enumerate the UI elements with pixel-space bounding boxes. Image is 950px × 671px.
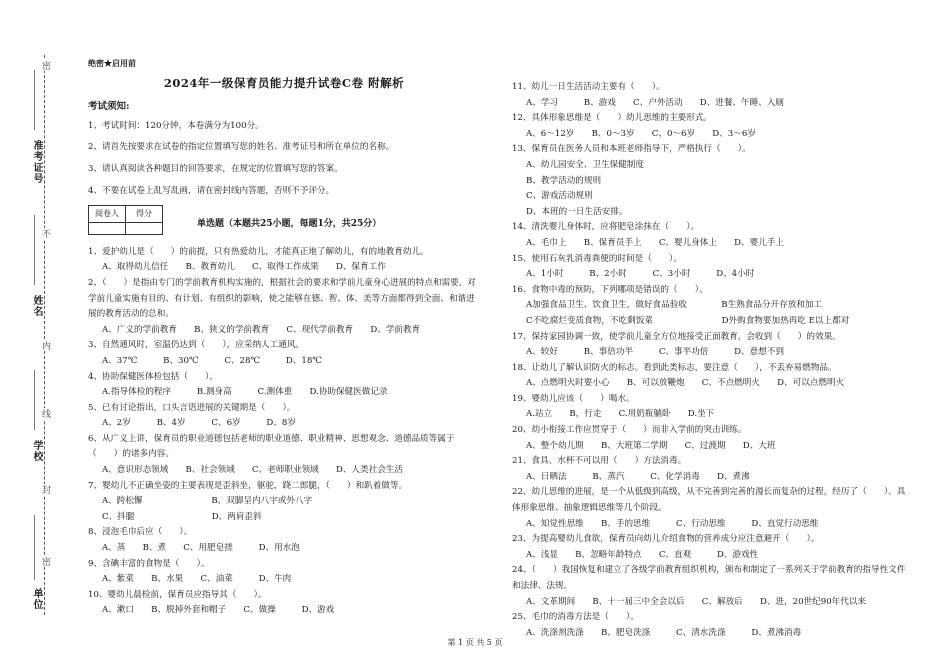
question-stem: 8、浸泡毛巾后应（ ）。 (88, 527, 193, 538)
answer-options: A、意识形态领域 B、社会领域 C、老师职业领域 D、人类社会生活 (102, 465, 403, 476)
answer-options: A、6～12岁 B、0～3岁 C、0～6岁 D、3～6岁 (526, 128, 756, 139)
answer-options: A、文革期间 B、十一届三中全会以后 C、解放后 D、进，20世纪90年代以来 (526, 596, 867, 607)
answer-option: C、游戏活动规则 (526, 191, 593, 202)
seal-dashed-line (44, 55, 45, 615)
cut-mark: 不 (40, 229, 50, 238)
question-item (512, 330, 912, 361)
question-stem: 24、（ ）我国恢复和建立了各级学前教育组织机构，颁布和制定了一系列关于学前教育的指导性文件和法律、法规。 (512, 565, 906, 591)
question-item (512, 485, 912, 532)
question-item (88, 432, 480, 479)
question-item (88, 401, 480, 432)
cut-mark: 内 (40, 341, 50, 350)
question-item (512, 80, 912, 111)
answer-options: A、浅显 B、忽略年龄特点 C、直观 D、游戏性 (526, 549, 759, 560)
name-line (34, 215, 35, 285)
notice-title: 考试须知: (88, 101, 130, 113)
question-item (512, 454, 912, 485)
question-stem: 5、已有讨论指出，口头言语进展的关键期是（ ）。 (88, 402, 296, 413)
section-title: 单选题（本题共25小题，每题1分，共25分） (197, 219, 382, 230)
reviewer-cell[interactable] (89, 222, 126, 234)
question-item (88, 525, 480, 556)
score-cell[interactable] (126, 222, 163, 234)
answer-options: A、漱口 B、脱掉外套和帽子 C、做操 D、游戏 (102, 605, 335, 616)
answer-option: A、幼儿园安全、卫生保健制度 (526, 159, 644, 170)
answer-options: A加强食品卫生、饮食卫生，做好食品验收 B生熟食品分开存放和加工 (526, 300, 823, 311)
question-stem: 16、食物中毒的预防，下列哪项是错误的（ ）。 (512, 284, 708, 295)
answer-options: A、1小时 B、2小时 C、3小时 D、4小时 (526, 269, 755, 280)
question-stem: 14、清洗婴儿身体时，应将肥皂涂抹在（ ）。 (512, 222, 700, 233)
page-footer: 第 1 页 共 5 页 (447, 638, 503, 647)
right-column (512, 80, 912, 641)
answer-options: A、较好 B、事倍功半 C、事半功倍 D、意想不到 (526, 347, 785, 358)
question-stem: 11、幼儿一日生活活动主要有（ ）。 (512, 82, 665, 92)
question-stem: 4、协助保健医体检包括（ ）。 (88, 371, 219, 382)
cut-mark: 密 (40, 557, 50, 566)
answer-options: A、知觉性思维 B、手的思维 C、行动思维 D、直觉行动思维 (526, 518, 819, 529)
unit-line (34, 515, 35, 580)
page-title: 2024年一级保育员能力提升试卷C卷 附解析 (163, 75, 405, 90)
question-item (512, 252, 912, 283)
question-stem: 21、食具、水杯不可以用（ ）方法消毒。 (512, 456, 687, 467)
question-item (88, 370, 480, 401)
question-stem: 22、幼儿思维的进展，是一个从低级到高级，从不完善到完善的漫长而复杂的过程，经历了（ ）、具体形象思维、抽象逻辑思维等几个阶段。 (512, 487, 906, 514)
notice-item: 2、请首先按要求在试卷的指定位置填写您的姓名、准考证号和所在单位的名称。 (88, 142, 395, 153)
question-item (88, 276, 480, 338)
answer-options: A、点燃明火时要小心 B、可以放鞭炮 C、不点燃明火 D、可以点燃明火 (526, 378, 845, 389)
answer-options: A、紫菜 B、水果 C、油菜 D、牛肉 (102, 574, 292, 585)
question-stem: 19、婴幼儿应该（ ）喝水。 (512, 393, 635, 404)
question-stem: 10、婴幼儿晨检前，保育员应指导其（ ）。 (88, 589, 267, 600)
answer-options: A、跨松懈 B、双脚呈内八字或外八字 (102, 496, 313, 507)
answer-options: A、2岁 B、4岁 C、6岁 D、8岁 (102, 418, 296, 429)
school-line (34, 370, 35, 430)
answer-options: A、学习 B、游戏 C、户外活动 D、进餐、午睡、入厕 (526, 97, 785, 108)
answer-options: A、洗涤剂洗涤 B、肥皂洗涤 C、清水洗涤 D、煮沸消毒 (526, 627, 802, 638)
question-stem: 6、从广义上讲，保育员的职业道德包括老师的职业道德、职业精神、思想观念、道德品质等属于（ ）的诸多内容。 (88, 433, 455, 460)
grade-table (88, 205, 163, 235)
answer-options: A、蒸 B、煮 C、用肥皂搓 D、用水泡 (102, 543, 300, 554)
answer-option: B、教学活动的规则 (526, 175, 602, 186)
question-item (512, 563, 912, 610)
notice-list (88, 119, 480, 199)
question-item (512, 532, 912, 563)
question-item (512, 361, 912, 392)
name-label: 姓名 (31, 295, 42, 317)
answer-options: A、毛巾上 B、保育员手上 C、婴儿身体上 D、婴儿手上 (526, 237, 785, 248)
question-item (512, 142, 912, 220)
question-stem: 13、保育员在医务人员和本班老师指导下，严格执行（ ）。 (512, 144, 751, 155)
question-stem: 9、含碘丰富的食物是（ ）。 (88, 558, 210, 569)
notice-item: 4、不要在试卷上乱写乱画，请在密封线内答题，否则不予评分。 (88, 185, 335, 196)
question-stem: 1、爱护幼儿是（ ）的前提，只有热爱幼儿，才能真正地了解幼儿，有的地教育幼儿。 (88, 246, 429, 257)
question-stem: 18、让幼儿了解认识防火的标志。看到此类标志，要注意（ ），不丢弃易燃物品。 (512, 362, 837, 373)
question-stem: 3、自然通风时，室温仍达到（ ），应采纳人工通风。 (88, 340, 305, 351)
question-item (512, 423, 912, 454)
binding-margin (0, 0, 60, 671)
question-item (512, 283, 912, 330)
question-item (512, 111, 912, 142)
exam-number-line (34, 70, 35, 130)
answer-options: C不吃腐烂变质食物，不吃剩饭菜 D外购食物要加热再吃 E以上都对 (526, 315, 850, 326)
question-item (88, 245, 480, 276)
reviewer-header: 阅卷人 (89, 206, 126, 223)
question-list-left (88, 245, 480, 619)
notice-item: 1、考试时间：120分钟，本卷满分为100分。 (88, 120, 264, 131)
grade-row (88, 205, 480, 235)
question-item (88, 557, 480, 588)
question-stem: 23、为提高婴幼儿食欲，保育员向幼儿介绍食物的营养成分应注意避开（ ）。 (512, 534, 820, 545)
question-item (88, 338, 480, 369)
exam-number-label: 准考证号 (31, 140, 42, 184)
unit-label: 单位 (31, 588, 42, 610)
cut-mark: 密 (40, 61, 50, 70)
question-stem: 25、毛巾的消毒方法是（ ）。 (512, 612, 639, 623)
question-item (512, 392, 912, 423)
question-item (512, 220, 912, 251)
score-header: 得分 (126, 206, 163, 223)
answer-options: A.指导体检的程序 B.测身高 C.测体重 D.协助保健医做记录 (102, 387, 388, 398)
answer-options: A、取得幼儿信任 B、教育幼儿 C、取得工作成果 D、保育工作 (102, 262, 386, 273)
answer-option: D、本班的一日生活安排。 (526, 206, 628, 217)
cut-mark: 线 (40, 409, 50, 418)
question-stem: 17、保持家园协调一致，使学前儿童全方位地接受正面教育，会收到（ ）的效果。 (512, 331, 841, 342)
left-column (88, 56, 480, 619)
school-label: 学校 (31, 440, 42, 462)
cut-mark: 封 (40, 485, 50, 494)
answer-options: A、广义的学前教育 B、狭义的学前教育 C、现代学前教育 D、学前教育 (102, 324, 421, 335)
secret-label: 绝密★启用前 (88, 58, 136, 68)
question-stem: 7、婴幼儿不正确坐姿的主要表现是歪斜坐，躯驼，跷二郎腿，（ ）和趴着做等。 (88, 480, 408, 491)
notice-item: 3、请认真阅读各种题目的回答要求，在规定的位置填写您的答案。 (88, 163, 343, 174)
question-stem: 20、幼小衔接工作应贯穿于（ ）而非入学前的突击训练。 (512, 425, 747, 436)
answer-options: A、37℃ B、30℃ C、28℃ D、18℃ (102, 355, 322, 366)
question-item (88, 479, 480, 526)
answer-options: A.站立 B，行走 C.用奶瓶躺卧 D.坐下 (526, 409, 715, 420)
answer-options: C、抖腿 D、两肩歪斜 (102, 511, 262, 522)
answer-options: A、整个幼儿期 B、大班第二学期 C、过渡期 D、大班 (526, 440, 776, 451)
question-stem: 15、使用石灰乳消毒粪便的时间是（ ）。 (512, 253, 682, 264)
answer-options: A、日晒法 B、蒸汽 C、化学消毒 D、煮沸 (526, 471, 750, 482)
question-stem: 12、具体形象思维是（ ）幼儿思维的主要形式。 (512, 113, 712, 124)
question-list-right (512, 80, 912, 641)
question-item (88, 588, 480, 619)
question-stem: 2、（ ）是指由专门的学前教育机构实施的，根据社会的要求和学前儿童身心进展的特点和需要，对学前儿童实施有目的、有计划、有组织的影响，使之能够在德、智、体、美等方面都得到全面、和谐进展的教育活动的总和。 (88, 277, 476, 320)
